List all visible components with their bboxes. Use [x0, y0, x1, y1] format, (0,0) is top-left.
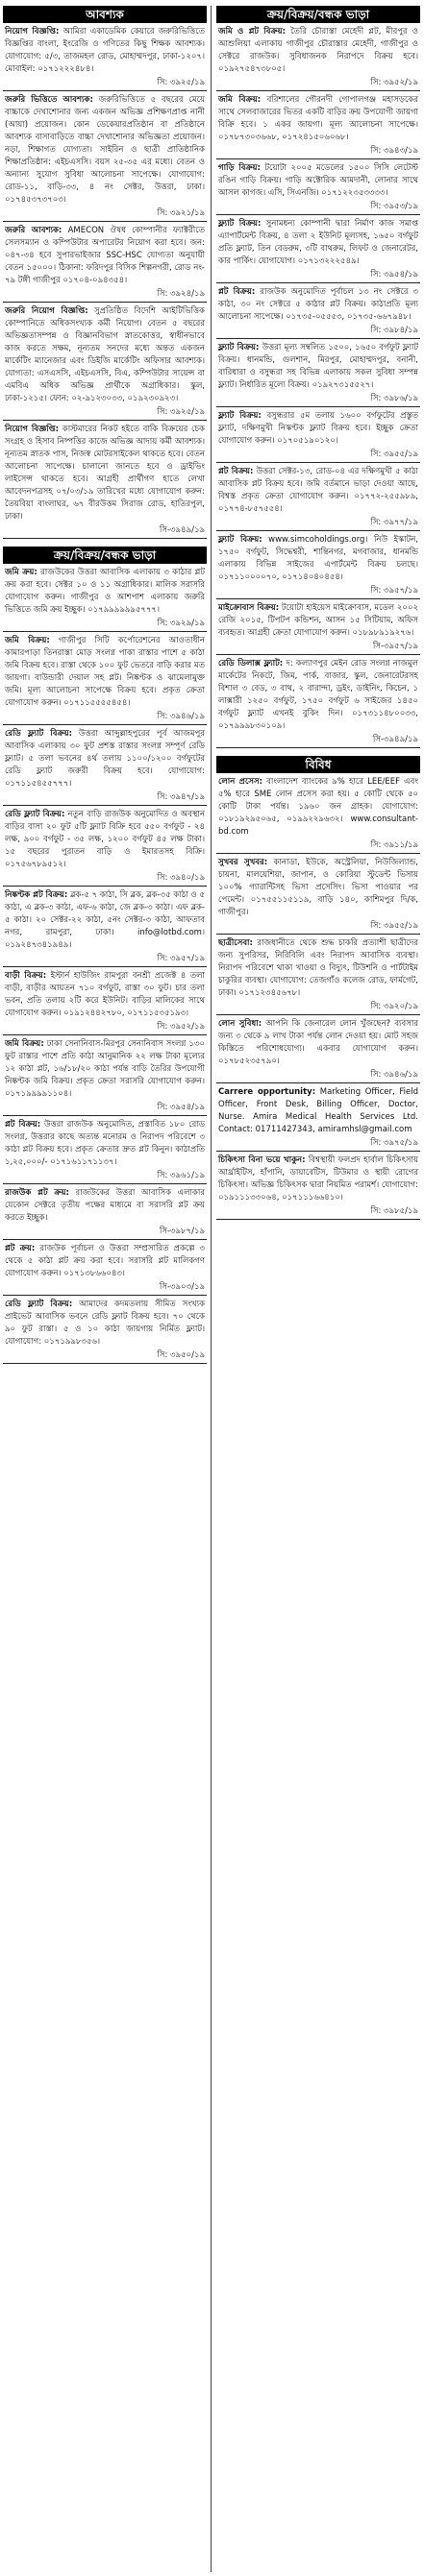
ad-text: উত্তরা সেক্টর-১৩, রোড-০৪ এর দক্ষিণমুখী ৫ কাঠা আবাসিক প্লট বিক্রয় হবে। জমি বর্তমানে ভাড়া দেওয়া আছে, বিশ্বস্ত প্রকৃত ক্রেতা যোগাযোগ করুন। ০১৭৭২-২৫৫৯৮৯, ০১৭৭৪-৮৫৭৫৫৪।: [218, 467, 419, 514]
ad-text: AMECON ঔষধ কোম্পানীর ফ্যাক্টরীতে সেলসম্যান ও কম্পিউটার অপারেটর নিয়োগ করা হবে। জন: ০৪৭-৩৪ হবে সুপারভাইজার SSC-HSC যোগ্যতা অনুযায়ী বেতন ১৫০০০। ঠিকানা: ফরিদপুর বিসিক শিল্পনগরী, রোড নং- ৭৯ টঙ্গী গাজীপুর ০১৭০৪-০৯৪৩৫৪।: [5, 226, 205, 285]
section-header: বিবিধ: [216, 756, 420, 773]
classified-ad: [216, 23, 420, 91]
ad-text: জরুরিভিত্তিতে ৫ বছরের মেয়ে বাচ্চাকে দেখাশোনার জন্য একজন অভিজ্ঞ প্রশিক্ষণপ্রাপ্ত নানী (আয়া) প্রয়োজন। কোন ডেকেয়ারপ্রতিষ্ঠান বা প্রতিষ্ঠানে আবশ্যক বাসাবাড়িতে বাচ্চা দেখাশোনার অভিজ্ঞতা প্রয়োজন। নড়া, শিক্ষাগত যোগ্যতা। সাইরিন ও ছাত্রী প্রাতিষ্ঠানিক শিক্ষাপ্রতিষ্ঠান: এইচএসসি। বয়স ২৫-৩৫ এর মধ্যে। বেতন ও অন্যান্য সুযোগ সুবিধা আলোচনা সাপেক্ষে। যোগাযোগ: রোড-১১, বাড়ি-৩৩, ৪ নং সেক্টর, উত্তরা, ঢাকা। ০১৭৪৫৩৭৩৭০৩।: [5, 95, 205, 205]
ad-heading: জরুরি আবশ্যক:: [5, 226, 62, 235]
ad-body: [218, 410, 418, 448]
classified-ad: [216, 215, 420, 283]
ad-text: Marketing Officer, Field Officer, Front Desk, Billing Officer, Doctor, Nurse. Amira Medical Health Services Ltd. Contact: 01711427343, amiramhsl@gmail.com: [218, 1087, 418, 1134]
ad-heading: গাড়ি বিক্রয়:: [218, 163, 261, 173]
section-header: ক্রয়/বিক্রয়/বন্ধক ভাড়া: [3, 547, 207, 564]
ad-heading: লোন প্রসেস:: [218, 777, 263, 787]
classified-ad: [216, 773, 420, 854]
ad-heading: Carrere opportunity:: [218, 1087, 316, 1097]
classified-ad: [216, 599, 420, 655]
ad-heading: প্লট বিক্রয়:: [5, 1120, 41, 1130]
section-header: ক্রয়/বিক্রয়/বন্ধক ভাড়া: [216, 6, 420, 23]
ad-body: [5, 305, 205, 405]
ad-heading: রেডি ডিলাক্স ফ্ল্যাট:: [218, 659, 284, 668]
ad-text: তৈরি চৌরাস্তা মেহেদী প্লট, মীরপুর ও আশুলিয়া এলাকায় গাজীপুর চৌরাস্তার মেহেদী, গাজীপুর ও সেক্টরে রাজউক। সুবিধাজনক নিরাপদে বিক্রয় হবে। ০১৯২৭৫৪৭৩৮০৫।: [218, 27, 418, 74]
ad-text: টয়োটা ২০০৫ মডেলের ১৫০০ সিসি লেটেস্ট রঙিন গাড়ি বিক্রয়। গাড়ি অক্টোরিক আমদানী, লোনার সাথে আসল কাগজ। এসি, সিএনজি। ০১৭১২২৩৫৩৩৩৩।: [218, 163, 418, 198]
classified-ad: [216, 91, 420, 159]
ad-heading: লোন সুবিধা:: [218, 1019, 262, 1029]
ad-heading: জরুরি ভিত্তিতে আবশ্যক:: [5, 95, 93, 105]
ad-reference-code: সি: ৩৯২৫/১৯: [157, 78, 205, 87]
ad-body: [5, 567, 205, 617]
ad-reference-code: সি: ৩৯২০/১৯: [370, 1002, 418, 1011]
ad-body: [218, 937, 418, 1000]
ad-text: গাজীপুর সিটি কর্পোরেশনের আওতাধীন কামারপাড়া তিনরাস্তা মোড় সংলগ্ন পাকা রাস্তার পাশে ৫ কাঠা জমি বিক্রয় হবে। রাস্তা থেকে ১০০ ফুট ভেতরে বাড়ি করার মত জায়গা। বাউন্ডারী দেয়াল সহ প্লট। নিষ্কণ্টক ও ঝামেলামুক্ত জমি। মূল্য আলোচনা সাপেক্ষে বিক্রয় হবে। প্রকৃত ক্রেতা যোগাযোগ করুন। ০১৭১১৫৫৫৫৪৫৪।: [5, 636, 205, 708]
classified-section: [3, 6, 207, 539]
ad-reference-code: সি: ৩৯৬১/১৯: [157, 1171, 205, 1180]
ad-heading: জমি বিক্রয়:: [5, 636, 50, 645]
ad-text: কানাডা, ইউকে, অস্ট্রেলিয়া, নিউজিল্যান্ড, চায়না, মালয়েশিয়া, জাপান, ও কোরিয়া স্টুডেন্ট ভিসায় ১০০% গ্যারান্টিসহ ভিসা প্রসেসিং। ভিসা পাওয়ার পর পেমেন্ট। ০১৭৫৫১১৫১১৯, বাড়ি ১৪০, কাশিমপুর দি/ক, গাজীপুর।: [218, 858, 418, 917]
classified-ad: [216, 159, 420, 215]
classified-section: [216, 6, 420, 748]
ad-reference-code: সি: ৩৯১১/১৯: [370, 840, 418, 850]
classified-ad: [3, 1296, 207, 1364]
ad-reference-code: সি: ৩৯৫৫/১৯: [370, 921, 418, 931]
ad-text: আমিরা একাডেমিক কেয়ারে জরুরিভিত্তিতে বিজ্ঞপ্তির বাংলা, ইংরেজি ও গণিতের কিছু শিক্ষক আবশ্যক। যোগাযোগ: ৫/৩, তাজমহল রোড, মোহাম্মদপুর, ঢাকা-১২০৭। মোবাইল: ০১৭১২২২৪৮৪।: [5, 27, 205, 74]
ad-reference-code: সি: ৩৯৪৬/১৯: [370, 1070, 418, 1080]
ad-heading: মাইক্রোবাস বিক্রয়:: [218, 603, 280, 613]
ad-heading: ফ্ল্যাট বিক্রয়:: [218, 535, 262, 545]
column-divider: [211, 6, 212, 2572]
classified-ad: [216, 407, 420, 463]
ad-text: রাজউক অনুমোদিত পূর্বাচল ১৩ নং সেক্টরে ৩ কাঠা, ৩০ নং সেক্টরে ৫ কাঠার প্লট বিক্রয়। কাঠাপ্রতি মূল্য আলোচনা সাপেক্ষে। ০১৭৩৫-০৫৫৫৩, ০১৭৩৫-৬৬৭৯৪৮।: [218, 287, 419, 322]
classified-ad: [216, 935, 420, 1015]
ad-heading: রাজউক প্লট ক্রয়:: [5, 1188, 69, 1198]
ad-body: [218, 162, 418, 200]
ad-reference-code: সি-৩৯৪৯/১৯: [372, 735, 418, 744]
ad-reference-code: সি: ৩৯৫৭/১৯: [157, 954, 205, 963]
ad-reference-code: সি: ৩৯৮৫/১৯: [370, 1206, 418, 1216]
ad-body: [5, 26, 205, 76]
ad-body: [5, 970, 205, 1020]
section-header: আবশ্যক: [3, 6, 207, 23]
ad-text: আপনি কি জেনারেল লোন খুঁজছেন? ব্যবসার জন্য ৩ থেকে ৯ লাখ টাকা পর্যন্ত লোন দেওয়া হয়। মোট সহজ কিস্তিতে পরিশোধযোগ্য। একবার যোগাযোগ করুন। ০১৭৮৫২৩৫৭৯০।: [218, 1019, 418, 1066]
ad-reference-code: সি: ৩৯২৪/১৯: [157, 289, 205, 299]
ad-body: [5, 1119, 205, 1169]
ad-reference-code: সি-৩৯৪৯/১৯: [159, 525, 205, 535]
ad-heading: জমি বিক্রয়:: [5, 1039, 44, 1049]
ad-body: [5, 728, 205, 790]
ad-body: [218, 658, 418, 733]
ad-reference-code: সি: ৩৯৫২/১৯: [157, 1022, 205, 1032]
ad-body: [218, 1154, 418, 1204]
ad-heading: প্লট বিক্রয়:: [218, 467, 254, 476]
ad-text: বসুন্ধরার ৫ম তলায় ১৬০০ বর্গফুটের প্রস্তুত ফ্ল্যাট, দক্ষিণমুখী নিস্কণ্টক ফ্ল্যাট বিক্রয় হবে। ইচ্ছুক ক্রেতা যোগাযোগ করুন। ০১৭০৫১৯০১২০।: [218, 411, 419, 446]
ad-heading: চিকিৎসা বিনা ভয়ে খাকুন:: [218, 1155, 306, 1165]
classified-ad: [216, 1152, 420, 1220]
ad-text: www.simcoholdings.org। নিউ ইস্কাটন, ১৭৫০ বর্গফুট, সিদ্ধেশ্বরী, শান্তিনগর, মগবাজার, ধানমন্ডি এলাকায় বিভিন্ন সাইজের এপার্টমেন্ট বিক্রয় চলছে। ০১৭১১০০০০৭০, ০১৭১৪০৪০৪৫৪।: [218, 535, 418, 582]
ad-text: রাজউক পূর্বাচল ও উত্তরা সম্প্রসারিত প্রকল্পে ৩ থেকে ৫ কাঠা প্লট ক্রয় করা হবে। সরাসরি প্লট মালিকগণ যোগাযোগ করুন। ০১৭১৩৮৬৬০৪৩।: [5, 1244, 205, 1278]
classified-ad: [216, 531, 420, 599]
ad-body: [5, 424, 205, 523]
ad-heading: ছাত্রীসেবা:: [218, 938, 253, 948]
ad-heading: সুখবর সুখবর:: [218, 858, 268, 867]
classified-ad: [3, 632, 207, 725]
ad-text: উত্তরা আব্দুল্লাহপুরের পূর্ব আজমপুর আবাসিক এলাকায় ৩০ ফুট প্রশস্ত রাস্তার সংলগ্ন সম্পূর্ণ রেডি ফ্ল্যাট। ৫ তলা ভবনের ৪র্থ তলায় ১১০০/১২০০ বর্গফুটের রেডি ফ্ল্যাট জরুরী বিক্রয় হবে। যোগাযোগ: ০১৭১১৫৪৫৫৭৭৭।: [5, 729, 206, 789]
classified-ad: [3, 91, 207, 222]
classified-ad: [3, 564, 207, 632]
classified-ad: [216, 1083, 420, 1152]
classified-ad: [216, 463, 420, 531]
classified-ad: [216, 854, 420, 935]
ad-body: [218, 286, 418, 324]
ad-body: [218, 466, 418, 516]
ad-reference-code: সি-৩৯৮৭/১৯: [159, 1227, 205, 1236]
ad-reference-code: সি: ৩৯৫৭/১৯: [370, 586, 418, 595]
ad-reference-code: সি: ৩৯৫৫/১৯: [370, 450, 418, 459]
ad-reference-code: সি: ৩৯৪৭/১৯: [157, 792, 205, 802]
classified-ad: [3, 1116, 207, 1184]
classified-ad: [3, 725, 207, 806]
ad-body: [5, 225, 205, 287]
ad-reference-code: সি: ৩৯৮৪/১৯: [370, 326, 418, 335]
ad-reference-code: সি: ৩৯৫২/১৯: [370, 78, 418, 87]
ad-body: [218, 776, 418, 838]
ad-text: দ: কল্যাণপুর মেইন রোড সংলগ্ন নাজমুল মার্কেটের নিকটে, জিম, পার্ক, বাজার, স্কুল, জেনারেটরসহ বিশাল ৩ বেড, ৩ বাথ, ২ বারান্দা, ড্রইং, ডাইনিং, কিচেন, ১ লাক্সারী ১২৫০ বর্গফুট, ১৭৫০ বর্গফুট ৬ সাইজের ১৪৫০ বর্গফুট ফ্ল্যাট এখনই বুকিং দিন। ০১৭৩১১৪৮০০৩৩, ০১৭৯৯৯৮৩০১০৯।: [218, 659, 418, 731]
classified-ad: [3, 806, 207, 887]
ad-body: [218, 26, 418, 76]
ad-heading: ফ্ল্যাট বিক্রয়:: [218, 219, 262, 229]
ad-reference-code: সি: ৩৯৫৪/১৯: [370, 270, 418, 279]
right-column: [216, 6, 420, 1227]
ad-heading: রেডি ফ্ল্যাট বিক্রয়:: [5, 1300, 73, 1309]
ad-text: টয়োটা হাইয়েস মাইক্রোবাস, মডেল ২০০২ রেজি ২০১৫, টিপটপ কন্ডিশন, আসন ১৫ সিটিয়াম, অফিস ব্যবহৃত। আগ্রহী ক্রেতা যোগাযোগ করুন। ০১৮৯৮৯১৯২৭৬।: [218, 603, 418, 638]
classified-ad: [3, 1035, 207, 1116]
ad-heading: নিয়োগ বিজ্ঞপ্তি:: [5, 425, 60, 434]
ad-text: রাজউকের উত্তরা আবাসিক এলাকায় ৩ কাঠার প্লট ক্রয় করা হবে। সেক্টর ১০ ও ১১ অগ্রাধিকার। মালিক সরাসরি যোগাযোগ করুন। গাজীপুর ও আশপাশ এলাকায় জরুরি ভিত্তিতে জমি ক্রয় ইচ্ছুক। ০১৭৯৯৯৯৯৯৫৭৭৭।: [5, 568, 205, 615]
ad-text: আমাদের কদমতলায় সীমিত সংখ্যক প্রাইভেট আবাসিক ভবনে রেডি ফ্ল্যাট বিক্রয় হবে। ৭০ থেকে ৯০ ফুট রাস্তা। ৫ ও ১০ কাঠা জায়গায় নির্মিত ফ্ল্যাট। যোগাযোগ: ০১৭১৯৯৮৩৫৬।: [5, 1300, 206, 1347]
ad-text: বাংলাদেশ ব্যাংকের ৯% হারে LEE/EEF এবং ৫% হারে SME লোন প্রসেস করা হয়। ৫ কোটি থেকে ৫০ কোটি টাকা পর্যন্ত। ১৯৬০ জন গ্রাহক। যোগাযোগ: ০১৮১৯২৯৫০৬৫, ০১৯৯২২৯৬৩২। www.consultant-bd.com: [218, 777, 419, 837]
classified-ad: [216, 655, 420, 748]
ad-text: কাস্টমারের নিকট হইতে বাকি বিক্রয়ের চেক সংগ্রহ ও হিসাব নিষ্পত্তির কাজে অভিজ্ঞ আদায় কর্মী আবশ্যক। নূন্যতম স্নাতক পাস, নিজস্ব মোটরসাইকেল থাকতে হবে। বেতন আলোচনা সাপেক্ষে। চালানো জানতে হবে ও ড্রাইভিং লাইসেন্স থাকতে হবে। আগ্রহী প্রার্থীগণ হাতে লেখা আবেদনপত্রসহ ০৭/০৩/১৯ তারিখের মধ্যে যোগাযোগ করুন: তৈয়বিয়া বাংলাঘর, ৬৭ বীরউত্তম সিরাজ রোড, হাতিরপুল, ঢাকা।: [5, 425, 206, 522]
ad-body: [5, 1299, 205, 1349]
ad-reference-code: সি: ৩৯৫০/১৯: [157, 1350, 205, 1360]
ad-body: [5, 635, 205, 710]
ad-text: ইস্টার্ন হাউজিং রামপুরা বনশ্রী প্রজেক্ট ৪ তলা বাড়ী, বাড়ীর আয়তন ৭১০ বর্গফুট, রাস্তা ৩০ ফুট। চার তলা ভবন, প্রতি তলায় ২টি করে ইউনিট। বাড়ির মালিকের সাথে যোগাযোগ করুন। ০১৯১২৪৪২৭৮০, ০১৭১১৫৩৫১৯৩।: [5, 971, 205, 1018]
ad-reference-code: সি: ৩৯৪৩/১৯: [370, 146, 418, 156]
ad-body: [5, 94, 205, 207]
ad-body: [5, 809, 205, 871]
ad-reference-code: সি-৩৯০৩/১৯: [159, 1282, 205, 1292]
ad-reference-code: সি: ৩৯২৯/১৯: [157, 619, 205, 628]
ad-heading: প্লট ক্রয়:: [5, 1244, 36, 1253]
classified-section: [216, 756, 420, 1220]
ad-body: [5, 1243, 205, 1280]
ad-heading: জমি ও প্লট বিক্রয়:: [218, 27, 287, 36]
ad-text: উত্তরা রাজউক অনুমোদিত, প্রস্তাবিত ১৮০ রোড সংলগ্ন, উত্তরার কাছে অত্যন্ত মনোরম ও নিরাপদ পরিবেশে ৩ কাঠা প্লট বিক্রয় হবে। প্রকৃত ক্রেতার দ্রুত প্লট কিনুন। কাঠাপ্রতি ১,২৫,০০০/- ০১৭১৬১১৭১১৩৭।: [5, 1120, 206, 1167]
classified-ad: [216, 339, 420, 407]
classified-ad: [3, 23, 207, 91]
ad-body: [218, 94, 418, 144]
ad-heading: প্লট বিক্রয়:: [218, 287, 256, 297]
ad-heading: নিয়োগ বিজ্ঞপ্তি:: [5, 27, 60, 36]
ad-heading: ফ্ল্যাট বিক্রয়:: [218, 411, 262, 421]
ad-text: ঢাকা সেনানিবাস-মিরপুর সেনানিবাস সংলগ্ন ১৩০ ফুট রাস্তার পাশে প্রতি কাঠা আনুমানিক ২২ লক্ষ টাকা মূল্যের ১২ কাঠা প্লট, ১৬/১৮/২০ কাঠা পর্যন্ত বাড়ি তৈরির উপযোগী নিষ্কণ্টক জমি বিক্রয়। প্রকৃত ক্রেতা সরাসরি যোগাযোগ করুন। ০১৭১৯৯৯৯১১০৪।: [5, 1039, 205, 1099]
ad-text: বিশ্বস্থায়ী ফলপ্রদ হার্বাল চিকিৎসায় আর্থ্রাইটিস, হাঁপানি, ডায়াবেটিস, টিউমার ও স্থায়ী রোগের চিকিৎসা। অভিজ্ঞ চিকিৎসক দ্বারা নিয়মিত পরামর্শ। যোগাযোগ: ০১৯১১১৩৩০৬৪, ০১৭১১১৬৬৪১০।: [218, 1155, 419, 1203]
ad-body: [5, 1187, 205, 1225]
ad-heading: ফ্ল্যাট বিক্রয়:: [218, 343, 260, 352]
ad-reference-code: সি: ৩৯৭৫/১৯: [370, 1138, 418, 1148]
ad-body: [218, 342, 418, 392]
classified-ad: [3, 222, 207, 303]
ad-heading: জমি বিক্রয়:: [218, 95, 262, 105]
ad-body: [218, 857, 418, 919]
ad-heading: জরুরি নিয়োগ বিজ্ঞপ্তি:: [5, 306, 88, 316]
ad-body: [218, 534, 418, 584]
classified-ad: [3, 421, 207, 539]
ad-reference-code: সি: ৩৯৫৩/১৯: [370, 202, 418, 211]
ad-body: [218, 1018, 418, 1068]
classified-ad: [3, 967, 207, 1035]
classified-ad: [216, 1015, 420, 1083]
ad-heading: বাড়ী বিক্রয়:: [5, 971, 47, 981]
left-column: [3, 6, 207, 1372]
classified-ad: [3, 1184, 207, 1240]
classified-section: [3, 547, 207, 1364]
ad-text: বরিশালের গৌরনদী গোপালগঞ্জ মহাসড়কের সাথে সেলবাজারের ভিতর একটি বাড়ির ক্রয় উপযোগী জায়গা বিক্রি হবে। ১ একর জায়গা। মূল্য আলোচনা সাপেক্ষে। ০১৭৮৭৩০৩৬৬৮, ০১৭২৪১৫০৬০৬৮।: [218, 95, 418, 142]
ad-reference-code: সি: ৩৯৪০/১৯: [157, 873, 205, 883]
ad-text: সুনামধন্য কোম্পানী দ্বারা নির্মাণ কাজ সমাপ্ত এ্যাপার্টমেন্ট বিক্রয়, ৪ তলা ২ ইউনিট মূল্যসহ, ১৬৫০ বর্গফুট প্রতি ফ্ল্যাট, তিন বেডরুম, ৩টি বাথরুম, লিফট ও জেনারেটর, কার পার্কিং। যোগাযোগ। ০১৭১৩২২২৫৪৯।: [218, 219, 419, 266]
ad-reference-code: সি: ৩৯২১/১৯: [157, 208, 205, 218]
ad-heading: রেডি ফ্ল্যাট বিক্রয়:: [5, 810, 65, 819]
ad-body: [5, 1038, 205, 1101]
ad-reference-code: সি: ৩৯৮৬/১৯: [370, 394, 418, 403]
classified-ad: [3, 887, 207, 967]
ad-body: [218, 602, 418, 640]
ad-reference-code: সি-৩৯৫৭/১৯: [372, 642, 418, 651]
ad-heading: নিষ্কণ্টক প্লট বিক্রয়:: [5, 890, 68, 900]
ad-text: রাজধানীতে থেকে শুদ্ধ চাকরি প্রত্যাশী ছাত্রীদের জন্য সুপরিসর, নিরিবিলি এবং নিরাপদ আবাসিক ব্যবস্থা। নিরাপদ পরিবেশে থাকা খাওয়া ও বিদ্যুৎ, টিউশনি ও পার্টটাইম চাকুরির ব্যবস্থা। যোগাযোগ: তেজগাঁও কলেজ রোড, ফার্মগেট, ঢাকা। ০১৭১২৩৪৫৬৭৮।: [218, 938, 419, 998]
ad-text: সুপ্রতিষ্ঠিত বিদেশি আইটিভিত্তিক কোম্পানিতে অধিকসংখ্যক কর্মী নিয়োগ। বেতন ৫ বছরের অভিজ্ঞতাসম্পন্ন ও বিজ্ঞানবিভাগ স্নাতকোত্তর, স্বাধীনভাবে কাজ করতে সক্ষম, নূন্যতম সনদের মধ্যে অন্তত একজন মার্কেটিং ম্যানেজার এবং ডিইজি মার্কেটিং অফিসার আবশ্যক। যোগ্যতা: এসএসসি, এইচএসসি, বিএ, কম্পিউটার সায়েন্স বা এমবিএ অধিক অভিজ্ঞ প্রার্থীকে অগ্রাধিকার। স্কুল, ঢাকা-১২১৫। ফোন: ০২-৯১২৩০৩৩, ০১৯২৩০৯২৩।: [5, 306, 205, 403]
ad-reference-code: সি: ৩৯৫৪/১৯: [157, 1103, 205, 1112]
classified-ad: [3, 1240, 207, 1296]
classified-ad: [3, 303, 207, 421]
ad-body: [218, 218, 418, 268]
ad-reference-code: সি: ৩৯২৫/১৯: [157, 407, 205, 417]
ad-heading: জমি ক্রয়:: [5, 568, 37, 577]
ad-text: ব্লক-৫ ৭ কাঠা, সি ব্লক, ব্লক-৩৫ কাঠা ও ৫ কাঠা, এ ব্লক-৩ কাঠা, এফ-৬ কাঠা, জে ব্লক-৩ কাঠা। এফ ব্লক- ৫ কাঠা। ২০ সেক্টর-২২ কাঠা, ৫নং সেক্টর-৩ কাঠা, আফতাব নগর, রামপুরা, ঢাকা। info@lotbd.com। ০১৯২৪৭৩৪১৯৪৯।: [5, 890, 206, 950]
classified-ad: [216, 283, 420, 339]
ad-reference-code: সি: ৩৯৪৬/১৯: [157, 712, 205, 721]
ad-text: উত্তরা মূল্য সম্বলিত ১৫০০, ১৬৫০ বর্গফুট ফ্ল্যাট বিক্রয়। ধানমন্ডি, গুলশান, মিরপুর, মোহাম্মদপুর, বনানী, বারিধারা ও বসুন্ধরা সহ বিভিন্ন এলাকায় সকল সুবিধা সম্পন্ন ফ্ল্যাট। নির্ধারিত মূল্যে বিক্রয়। ০১৯২৭৩১৫৫২৭।: [218, 343, 418, 390]
ad-body: [5, 889, 205, 952]
ad-heading: রেডি ফ্ল্যাট বিক্রয়:: [5, 729, 73, 739]
ad-reference-code: সি: ৩৯৭৭/১৯: [370, 518, 418, 527]
ad-body: [218, 1086, 418, 1136]
ad-text: রাজউকের উত্তরা আবাসিক এলাকার যেকোন সেক্টরে তৃতীয় পক্ষের মাধ্যমে বা সরাসরি প্লট ক্রয় করতে ইচ্ছুক।: [5, 1188, 206, 1223]
ad-text: নতুন বাড়ি রাজউক অনুমোদিত ও অবস্থান বাড়ির বাসা ২০ ফুট ৫টি ফ্ল্যাট বিক্রি হবে ৫৫০ বর্গফুট - ২৪ লক্ষ, ৯০০ বর্গফুট - ৩৫ লক্ষ, ১২০০ বর্গফুট ৪৫ লক্ষ টাকা। ১৫ বছরের পুরাতন বাড়ি ও ইমারতসহ বিক্রি। ০১৭৫৬৭৮৯৫১২।: [5, 810, 206, 869]
